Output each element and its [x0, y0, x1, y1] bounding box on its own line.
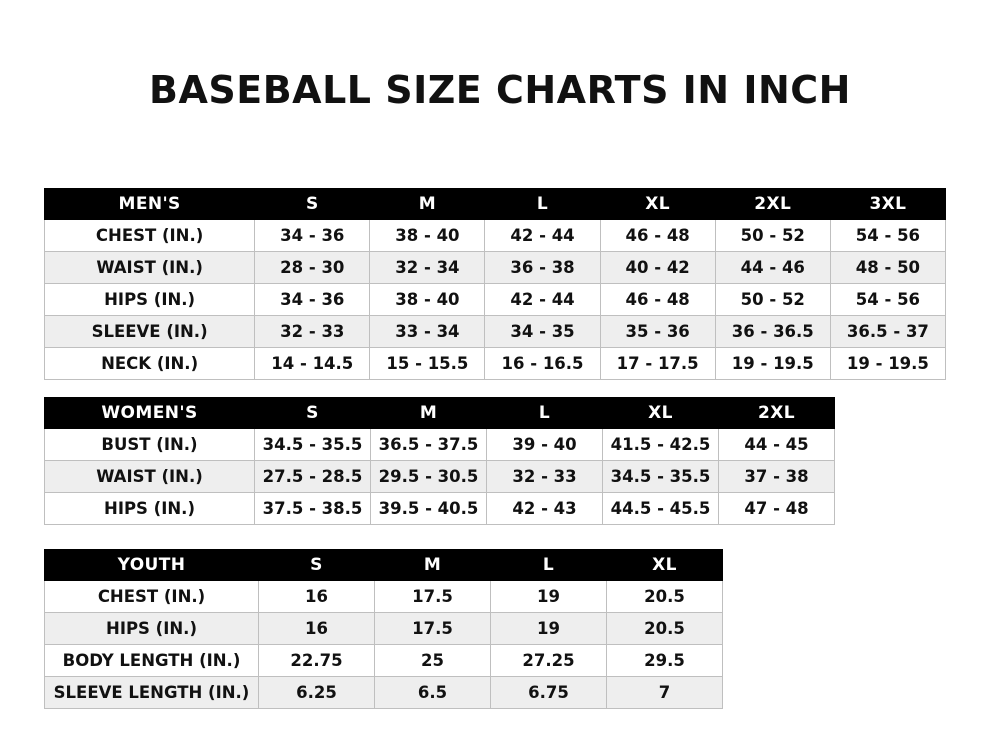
cell: 14 - 14.5	[255, 348, 370, 380]
mens-size-chart	[44, 188, 946, 380]
row-label: CHEST (IN.)	[45, 220, 255, 252]
cell: 28 - 30	[255, 252, 370, 284]
cell: 54 - 56	[830, 284, 945, 316]
cell: 20.5	[607, 613, 723, 645]
cell: 16	[259, 613, 375, 645]
cell: 17.5	[375, 581, 491, 613]
cell: 36 - 38	[485, 252, 600, 284]
cell: 42 - 44	[485, 220, 600, 252]
table-row	[45, 677, 723, 709]
cell: 36.5 - 37.5	[371, 429, 487, 461]
table-row	[45, 461, 835, 493]
table-row	[45, 493, 835, 525]
cell: 6.25	[259, 677, 375, 709]
row-label: SLEEVE LENGTH (IN.)	[45, 677, 259, 709]
cell: 34.5 - 35.5	[255, 429, 371, 461]
row-label: SLEEVE (IN.)	[45, 316, 255, 348]
cell: 40 - 42	[600, 252, 715, 284]
cell: 50 - 52	[715, 220, 830, 252]
youth-size-chart	[44, 549, 723, 709]
row-label: BODY LENGTH (IN.)	[45, 645, 259, 677]
cell: 47 - 48	[719, 493, 835, 525]
page-title: BASEBALL SIZE CHARTS IN INCH	[149, 68, 851, 112]
column-header-s: S	[255, 398, 371, 429]
table-row	[45, 613, 723, 645]
cell: 38 - 40	[370, 220, 485, 252]
cell: 19 - 19.5	[830, 348, 945, 380]
cell: 50 - 52	[715, 284, 830, 316]
row-label: WAIST (IN.)	[45, 461, 255, 493]
cell: 20.5	[607, 581, 723, 613]
cell: 36 - 36.5	[715, 316, 830, 348]
column-header-2xl: 2XL	[719, 398, 835, 429]
cell: 34 - 36	[255, 220, 370, 252]
table-row	[45, 316, 946, 348]
table-row	[45, 220, 946, 252]
youth-chart-header	[45, 550, 723, 581]
table-header-row	[45, 189, 946, 220]
table-row	[45, 284, 946, 316]
cell: 29.5 - 30.5	[371, 461, 487, 493]
cell: 41.5 - 42.5	[603, 429, 719, 461]
column-header-m: M	[371, 398, 487, 429]
womens-size-chart	[44, 397, 835, 525]
table-row	[45, 645, 723, 677]
column-header-s: S	[259, 550, 375, 581]
cell: 17.5	[375, 613, 491, 645]
table-header-row	[45, 398, 835, 429]
cell: 15 - 15.5	[370, 348, 485, 380]
table-row	[45, 429, 835, 461]
cell: 32 - 33	[255, 316, 370, 348]
mens-chart-body	[45, 220, 946, 380]
cell: 25	[375, 645, 491, 677]
cell: 16 - 16.5	[485, 348, 600, 380]
table-row	[45, 252, 946, 284]
column-header-s: S	[255, 189, 370, 220]
column-header-xl: XL	[607, 550, 723, 581]
cell: 36.5 - 37	[830, 316, 945, 348]
cell: 6.75	[491, 677, 607, 709]
cell: 16	[259, 581, 375, 613]
cell: 17 - 17.5	[600, 348, 715, 380]
row-label: CHEST (IN.)	[45, 581, 259, 613]
cell: 32 - 34	[370, 252, 485, 284]
column-header-2xl: 2XL	[715, 189, 830, 220]
cell: 44 - 46	[715, 252, 830, 284]
table-row	[45, 581, 723, 613]
cell: 39.5 - 40.5	[371, 493, 487, 525]
cell: 29.5	[607, 645, 723, 677]
row-label: NECK (IN.)	[45, 348, 255, 380]
cell: 6.5	[375, 677, 491, 709]
cell: 34 - 36	[255, 284, 370, 316]
row-label: HIPS (IN.)	[45, 493, 255, 525]
cell: 22.75	[259, 645, 375, 677]
row-label: WAIST (IN.)	[45, 252, 255, 284]
cell: 42 - 44	[485, 284, 600, 316]
column-header-3xl: 3XL	[830, 189, 945, 220]
row-label: BUST (IN.)	[45, 429, 255, 461]
womens-chart-body	[45, 429, 835, 525]
cell: 32 - 33	[487, 461, 603, 493]
cell: 19 - 19.5	[715, 348, 830, 380]
cell: 35 - 36	[600, 316, 715, 348]
cell: 44 - 45	[719, 429, 835, 461]
column-header-l: L	[487, 398, 603, 429]
column-header-category: YOUTH	[45, 550, 259, 581]
column-header-xl: XL	[603, 398, 719, 429]
cell: 34 - 35	[485, 316, 600, 348]
column-header-l: L	[491, 550, 607, 581]
cell: 27.25	[491, 645, 607, 677]
cell: 19	[491, 581, 607, 613]
cell: 42 - 43	[487, 493, 603, 525]
column-header-l: L	[485, 189, 600, 220]
cell: 48 - 50	[830, 252, 945, 284]
column-header-category: WOMEN'S	[45, 398, 255, 429]
table-row	[45, 348, 946, 380]
cell: 37.5 - 38.5	[255, 493, 371, 525]
row-label: HIPS (IN.)	[45, 284, 255, 316]
table-header-row	[45, 550, 723, 581]
mens-chart-header	[45, 189, 946, 220]
womens-chart-header	[45, 398, 835, 429]
cell: 39 - 40	[487, 429, 603, 461]
column-header-m: M	[370, 189, 485, 220]
cell: 54 - 56	[830, 220, 945, 252]
cell: 38 - 40	[370, 284, 485, 316]
cell: 46 - 48	[600, 284, 715, 316]
row-label: HIPS (IN.)	[45, 613, 259, 645]
cell: 37 - 38	[719, 461, 835, 493]
youth-chart-body	[45, 581, 723, 709]
column-header-xl: XL	[600, 189, 715, 220]
cell: 33 - 34	[370, 316, 485, 348]
cell: 27.5 - 28.5	[255, 461, 371, 493]
column-header-m: M	[375, 550, 491, 581]
cell: 34.5 - 35.5	[603, 461, 719, 493]
cell: 44.5 - 45.5	[603, 493, 719, 525]
column-header-category: MEN'S	[45, 189, 255, 220]
cell: 19	[491, 613, 607, 645]
cell: 46 - 48	[600, 220, 715, 252]
cell: 7	[607, 677, 723, 709]
